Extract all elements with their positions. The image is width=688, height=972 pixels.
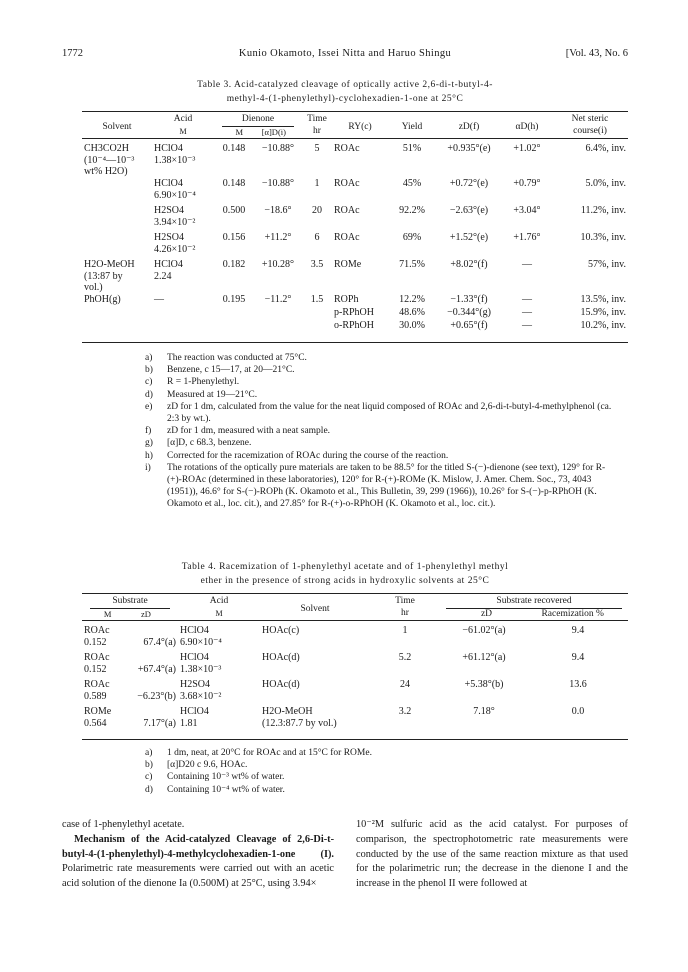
cell-alphad: +0.79° xyxy=(513,178,541,189)
footnote-key: a) xyxy=(145,748,153,758)
cell-yield: 51% xyxy=(402,143,422,154)
table3-header-row xyxy=(82,114,628,139)
cell-acid xyxy=(178,706,260,733)
cell-acid xyxy=(178,679,260,706)
table-row xyxy=(82,706,628,733)
cell-substrate-name: ROAc xyxy=(84,652,110,663)
footnote xyxy=(145,389,615,401)
table-row xyxy=(82,679,628,706)
footnote-text: 1 dm, neat, at 20°C for ROAc and at 15°C for ROMe. xyxy=(167,748,372,758)
cell-dienone-alpha: −10.88° xyxy=(261,143,295,154)
cell-yield: 69% xyxy=(402,232,422,243)
col-time-label: Time xyxy=(307,114,327,124)
cell-solvent xyxy=(260,706,370,733)
cell-solvent-line: PhOH(g) xyxy=(84,294,121,305)
col-alphad: αD(h) xyxy=(515,122,539,132)
cell-solvent-line: H2O-MeOH xyxy=(262,706,313,717)
col-substrate-zd: zD xyxy=(141,608,151,619)
cell-recovered-zd: +61.12°(a) xyxy=(462,652,506,663)
cell-substrate xyxy=(82,706,178,733)
col-steric xyxy=(552,114,628,139)
cell-substrate-m: 0.152 xyxy=(84,663,107,675)
cell-alphad: — xyxy=(522,259,532,270)
cell-acid xyxy=(152,205,214,232)
footnote xyxy=(145,771,615,783)
cell-ry: ROMe xyxy=(334,259,362,270)
cell-substrate-name: ROAc xyxy=(84,679,110,690)
cell-yield: 71.5% xyxy=(399,259,425,270)
cell-solvent-line: HOAc(d) xyxy=(262,679,300,690)
cell-alphad: — xyxy=(522,307,532,318)
cell-time: 5 xyxy=(314,143,320,154)
col-solvent4: Solvent xyxy=(300,604,330,614)
col-time xyxy=(302,114,332,139)
cell-steric: 6.4%, inv. xyxy=(585,143,626,154)
cell-solvent-line: H2O-MeOH xyxy=(84,259,135,270)
cell-time xyxy=(302,307,332,320)
table-row xyxy=(82,232,628,259)
cell-ry: ROPh xyxy=(334,294,359,305)
footnote-key: c) xyxy=(145,377,153,388)
cell-substrate-zd: +67.4°(a) xyxy=(137,663,176,675)
cell-solvent xyxy=(260,652,370,679)
cell-solvent-line: (13:87 by xyxy=(84,270,123,282)
table3-caption-line1: Table 3. Acid-catalyzed cleavage of optically active 2,6-di-t-butyl-4- xyxy=(197,80,493,90)
cell-substrate xyxy=(82,652,178,679)
cell-yield: 30.0% xyxy=(399,320,425,331)
cell-time: 1.5 xyxy=(310,294,324,305)
cell-ry: p-RPhOH xyxy=(334,307,375,318)
cell-acid-line: 2.24 xyxy=(154,270,172,282)
cell-substrate-zd: 7.17°(a) xyxy=(143,717,176,729)
footnote xyxy=(145,425,615,437)
col-yield: Yield xyxy=(401,122,423,132)
footnote-key: f) xyxy=(145,426,152,437)
cell-dienone-m: 0.182 xyxy=(222,259,246,270)
table-row xyxy=(82,259,628,294)
col-substrate-label: Substrate xyxy=(112,596,148,606)
cell-alphad: — xyxy=(522,294,532,305)
col-zd: zD(f) xyxy=(458,122,480,132)
footnote-key: b) xyxy=(145,760,153,771)
cell-dienone-m: 0.500 xyxy=(222,205,246,216)
cell-acid-line: 6.90×10⁻⁴ xyxy=(154,189,196,201)
cell-substrate-zd: −6.23°(b) xyxy=(137,690,176,702)
footnote-key: g) xyxy=(145,438,153,449)
cell-dienone-m: 0.148 xyxy=(222,178,246,189)
cell-dienone-m: 0.156 xyxy=(222,232,246,243)
footnote xyxy=(145,759,615,771)
table4-bottom-rule xyxy=(82,739,628,740)
footnote-key: i) xyxy=(145,462,151,473)
cell-dienone-m xyxy=(214,307,254,320)
table4-footnotes xyxy=(145,747,615,796)
cell-acid-line: HClO4 xyxy=(154,143,183,154)
cell-acid xyxy=(152,178,214,205)
cell-time: 3.5 xyxy=(310,259,324,270)
cell-acid-line: HClO4 xyxy=(180,706,209,717)
table4-top-rule xyxy=(82,593,628,594)
table4-header-row xyxy=(82,596,628,621)
cell-time: 6 xyxy=(314,232,320,243)
col-acid4 xyxy=(178,596,260,621)
cell-substrate-values xyxy=(84,718,176,730)
cell-acid-line: HClO4 xyxy=(154,259,183,270)
footnote-text: zD for 1 dm, calculated from the value for the neat liquid composed of ROAc and 2,6-di-t-butyl-4-methylphenol (ca. 2:3 by wt.). xyxy=(167,401,612,425)
cell-acid-line: H2SO4 xyxy=(180,679,211,690)
cell-racemization: 0.0 xyxy=(571,706,585,717)
cell-solvent xyxy=(82,232,152,259)
footnote xyxy=(145,364,615,376)
table-row xyxy=(82,205,628,232)
cell-time: 20 xyxy=(312,205,322,216)
running-head xyxy=(62,48,628,62)
footnote-text: [α]D, c 68.3, benzene. xyxy=(167,438,252,449)
col-acid xyxy=(152,114,214,139)
table-row xyxy=(82,143,628,178)
body-column-right xyxy=(356,818,628,892)
table3-footnotes xyxy=(145,352,615,511)
col-steric-label2: course(i) xyxy=(573,125,607,136)
cell-steric: 11.2%, inv. xyxy=(580,205,626,216)
cell-acid-line: 3.68×10⁻² xyxy=(180,690,222,702)
cell-dienone-m xyxy=(214,320,254,333)
table3-caption xyxy=(62,78,628,106)
footnote xyxy=(145,401,615,425)
cell-alphad: +1.02° xyxy=(513,143,541,154)
col-time-unit: hr xyxy=(313,125,321,136)
volume-info: [Vol. 43, No. 6 xyxy=(565,48,628,59)
footnote-key: d) xyxy=(145,389,153,400)
footnote-text: zD for 1 dm, measured with a neat sample. xyxy=(167,426,331,437)
cell-solvent-line: (10⁻⁴—10⁻³ xyxy=(84,154,135,166)
cell-dienone-m: 0.195 xyxy=(222,294,246,305)
footnote-text: [α]D20 c 9.6, HOAc. xyxy=(167,760,248,771)
cell-acid xyxy=(178,652,260,679)
cell-solvent xyxy=(82,143,152,178)
body-left-p2: Polarimetric rate measurements were carried out with an acetic acid solution of the dienone Ia (0.500M) at 25°C, using 3.94× xyxy=(62,863,334,890)
cell-acid-line: HClO4 xyxy=(180,625,209,636)
cell-alphad: — xyxy=(522,320,532,331)
cell-racemization: 9.4 xyxy=(571,652,585,663)
footnote-text: Containing 10⁻³ wt% of water. xyxy=(167,772,285,783)
cell-dienone-m: 0.148 xyxy=(222,143,246,154)
cell-substrate xyxy=(82,625,178,652)
cell-acid xyxy=(152,307,214,320)
cell-ry: ROAc xyxy=(334,232,360,243)
cell-zd: +0.935°(e) xyxy=(447,143,491,154)
cell-dienone-alpha: −18.6° xyxy=(264,205,292,216)
cell-substrate-zd: 67.4°(a) xyxy=(143,636,176,648)
cell-zd: +1.52°(e) xyxy=(449,232,489,243)
cell-steric: 10.2%, inv. xyxy=(580,320,626,331)
cell-time: 24 xyxy=(400,679,410,690)
cell-ry: ROAc xyxy=(334,178,360,189)
col-acid-label: Acid xyxy=(173,114,193,124)
table4-caption-line1: Table 4. Racemization of 1-phenylethyl acetate and of 1-phenylethyl methyl xyxy=(181,562,509,572)
cell-substrate-m: 0.152 xyxy=(84,636,107,648)
cell-zd: −1.33°(f) xyxy=(450,294,488,305)
cell-dienone-alpha: −10.88° xyxy=(261,178,295,189)
cell-solvent xyxy=(260,625,370,652)
cell-acid-line: 1.38×10⁻³ xyxy=(154,154,196,166)
cell-substrate-name: ROMe xyxy=(84,706,112,717)
cell-acid-line: — xyxy=(154,294,164,305)
cell-dienone-alpha: +11.2° xyxy=(264,232,292,243)
cell-substrate-values xyxy=(84,637,176,649)
cell-solvent xyxy=(82,294,152,307)
cell-recovered-zd: 7.18° xyxy=(473,706,495,717)
col-dienone xyxy=(214,114,302,139)
cell-steric: 13.5%, inv. xyxy=(580,294,626,305)
footnote-key: d) xyxy=(145,784,153,795)
table-row xyxy=(82,294,628,307)
col-dienone-alpha: [α]D(i) xyxy=(261,126,286,137)
cell-ry: ROAc xyxy=(334,205,360,216)
cell-solvent xyxy=(82,307,152,320)
cell-substrate-values xyxy=(84,664,176,676)
cell-zd: +0.65°(f) xyxy=(450,320,488,331)
cell-racemization: 13.6 xyxy=(569,679,587,690)
col-racemization: Racemization % xyxy=(541,608,604,619)
cell-acid-line: 3.94×10⁻² xyxy=(154,216,196,228)
footnote-key: a) xyxy=(145,353,153,363)
col-steric-label: Net steric xyxy=(571,114,609,124)
cell-steric: 57%, inv. xyxy=(588,259,626,270)
cell-solvent-line: (12.3:87.7 by vol.) xyxy=(262,717,337,729)
cell-yield: 48.6% xyxy=(399,307,425,318)
cell-time: 1 xyxy=(402,625,408,636)
table3-bottom-rule xyxy=(82,342,628,343)
col-dienone-label: Dienone xyxy=(241,114,275,124)
col-acid4-label: Acid xyxy=(209,596,229,606)
cell-ry: o-RPhOH xyxy=(334,320,375,331)
footnote xyxy=(145,437,615,449)
cell-alphad: +3.04° xyxy=(513,205,541,216)
footnote-text: Containing 10⁻⁴ wt% of water. xyxy=(167,784,285,795)
section-heading: Mechanism of the Acid-catalyzed Cleavage of 2,6-Di-t-butyl-4-(1-phenylethyl)-4-methylcyclohexadien-1-one (I). xyxy=(62,833,334,860)
table4 xyxy=(82,596,628,733)
col-recovered-zd: zD xyxy=(480,608,493,619)
col-acid-unit: M xyxy=(179,126,187,136)
col-recovered-label: Substrate recovered xyxy=(496,596,572,606)
cell-acid-line: H2SO4 xyxy=(154,205,185,216)
cell-acid xyxy=(152,143,214,178)
cell-zd: +0.72°(e) xyxy=(449,178,489,189)
cell-dienone-alpha xyxy=(254,307,302,320)
body-column-left xyxy=(62,818,334,892)
footnote-text: Measured at 19—21°C. xyxy=(167,389,258,400)
footnote xyxy=(145,462,615,511)
cell-alphad: +1.76° xyxy=(513,232,541,243)
cell-acid-line: HClO4 xyxy=(180,652,209,663)
cell-time: 1 xyxy=(314,178,320,189)
cell-acid-line: HClO4 xyxy=(154,178,183,189)
cell-recovered-zd: −61.02°(a) xyxy=(462,625,506,636)
cell-steric: 15.9%, inv. xyxy=(580,307,626,318)
footnote-text: Corrected for the racemization of ROAc during the course of the reaction. xyxy=(167,450,449,461)
cell-racemization: 9.4 xyxy=(571,625,585,636)
footnote xyxy=(145,450,615,462)
footnote xyxy=(145,747,615,759)
cell-acid xyxy=(152,294,214,307)
cell-substrate-name: ROAc xyxy=(84,625,110,636)
cell-yield: 45% xyxy=(402,178,422,189)
table-row xyxy=(82,178,628,205)
cell-solvent xyxy=(82,178,152,205)
table3-top-rule xyxy=(82,111,628,112)
table-row xyxy=(82,320,628,333)
cell-solvent-line: HOAc(c) xyxy=(262,625,300,636)
footnote xyxy=(145,352,615,364)
running-authors: Kunio Okamoto, Issei Nitta and Haruo Shingu xyxy=(238,48,452,59)
cell-zd: −2.63°(e) xyxy=(449,205,489,216)
footnote-key: c) xyxy=(145,772,153,783)
footnote-text: R = 1-Phenylethyl. xyxy=(167,377,240,388)
table-row xyxy=(82,625,628,652)
cell-acid xyxy=(152,259,214,294)
cell-solvent xyxy=(82,320,152,333)
cell-solvent xyxy=(82,205,152,232)
cell-acid-line: H2SO4 xyxy=(154,232,185,243)
cell-time: 5.2 xyxy=(398,652,412,663)
cell-time: 3.2 xyxy=(398,706,412,717)
col-time4-unit: hr xyxy=(401,607,409,618)
cell-substrate-m: 0.564 xyxy=(84,717,107,729)
footnote-key: h) xyxy=(145,450,153,461)
col-recovered xyxy=(440,596,628,621)
cell-substrate-m: 0.589 xyxy=(84,690,107,702)
cell-dienone-alpha: +10.28° xyxy=(261,259,295,270)
table-row xyxy=(82,307,628,320)
col-time4-label: Time xyxy=(395,596,415,606)
table3 xyxy=(82,114,628,333)
body-left-p1: case of 1-phenylethyl acetate. xyxy=(62,819,185,830)
table-row xyxy=(82,652,628,679)
cell-substrate-values xyxy=(84,691,176,703)
col-substrate-m: M xyxy=(103,608,112,619)
cell-solvent xyxy=(260,679,370,706)
cell-acid-line: 4.26×10⁻² xyxy=(154,243,196,255)
col-time4 xyxy=(370,596,440,621)
col-ry: RY(c) xyxy=(348,122,372,132)
cell-yield: 12.2% xyxy=(399,294,425,305)
footnote-key: b) xyxy=(145,365,153,376)
table3-caption-line2: methyl-4-(1-phenylethyl)-cyclohexadien-1-one at 25°C xyxy=(226,94,464,104)
col-solvent: Solvent xyxy=(102,122,132,132)
cell-acid xyxy=(152,232,214,259)
col-substrate xyxy=(82,596,178,621)
page-number: 1772 xyxy=(62,48,83,59)
footnote-text: The rotations of the optically pure materials are taken to be 88.5° for the titled S-(−)-dienone (see text), 129° for R-(+)-ROAc (determined in these laboratories), 120° for R-(+)-ROMe (K. Mislow, J. Amer. Chem. Soc., 73, 4043 (1951)), 46.6° for S-(−)-ROPh (K. Okamoto et al., This Bulletin, 39, 299 (1966)), 10.26° for S-(−)-p-RPhOH (K. Okamoto et al., loc. cit.), and 27.85° for R-(+)-o-RPhOH (K. Okamoto et al., loc. cit.). xyxy=(167,462,606,510)
footnote xyxy=(145,784,615,796)
cell-acid-line: 1.81 xyxy=(180,717,198,729)
footnote xyxy=(145,376,615,388)
cell-solvent-line: vol.) xyxy=(84,282,103,293)
cell-acid xyxy=(178,625,260,652)
footnote-text: The reaction was conducted at 75°C. xyxy=(167,353,307,363)
cell-dienone-alpha: −11.2° xyxy=(264,294,292,305)
cell-time xyxy=(302,320,332,333)
cell-solvent-line: CH3CO2H xyxy=(84,143,130,154)
col-dienone-m: M xyxy=(235,126,244,137)
cell-dienone-alpha xyxy=(254,320,302,333)
cell-zd: +8.02°(f) xyxy=(450,259,488,270)
cell-substrate xyxy=(82,679,178,706)
body-right-p: 10⁻²M sulfuric acid as the acid catalyst. For purposes of comparison, the spectrophotometric rate measurements were conducted by the use of the same reaction mixture as that used for the polarimetric run; the decrease in the dienone I and the increase in the phenol II were followed at xyxy=(356,819,628,890)
footnote-text: Benzene, c 15—17, at 20—21°C. xyxy=(167,365,295,376)
footnote-key: e) xyxy=(145,401,153,412)
cell-recovered-zd: +5.38°(b) xyxy=(464,679,504,690)
cell-steric: 10.3%, inv. xyxy=(580,232,626,243)
table4-caption-line2: ether in the presence of strong acids in hydroxylic solvents at 25°C xyxy=(200,576,490,586)
cell-solvent-line: HOAc(d) xyxy=(262,652,300,663)
cell-acid xyxy=(152,320,214,333)
cell-acid-line: 1.38×10⁻³ xyxy=(180,663,222,675)
cell-steric: 5.0%, inv. xyxy=(585,178,626,189)
table4-caption xyxy=(62,560,628,588)
cell-zd: −0.344°(g) xyxy=(447,307,491,318)
cell-solvent-line: wt% H2O) xyxy=(84,166,128,177)
cell-ry: ROAc xyxy=(334,143,360,154)
cell-acid-line: 6.90×10⁻⁴ xyxy=(180,636,222,648)
cell-solvent xyxy=(82,259,152,294)
col-acid4-unit: M xyxy=(215,608,223,618)
cell-yield: 92.2% xyxy=(399,205,425,216)
